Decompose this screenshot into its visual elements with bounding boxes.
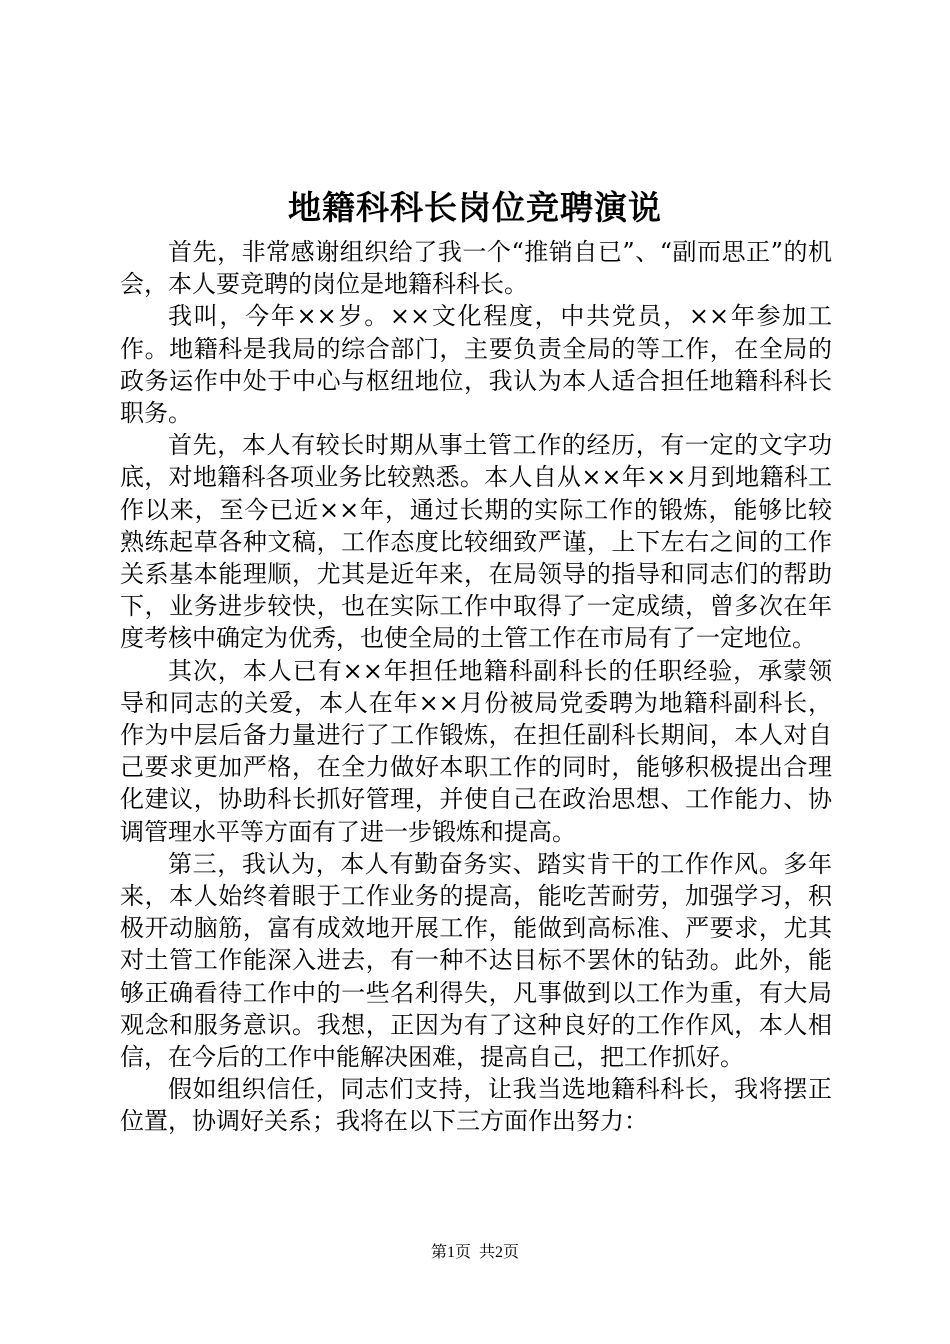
page-total: 共2页 (479, 1244, 520, 1261)
paragraph: 我叫，今年××岁。××文化程度，中共党员，××年参加工作。地籍科是我局的综合部门，主要负责全局的等工作，在全局的政务运作中处于中心与枢纽地位，我认为本人适合担任地籍科科长职务。 (120, 302, 832, 428)
document-title: 地籍科科长岗位竞聘演说 (288, 188, 662, 227)
paragraph: 第三，我认为，本人有勤奋务实、踏实肯干的工作作风。多年来，本人始终着眼于工作业务的提高，能吃苦耐劳，加强学习，积极开动脑筋，富有成效地开展工作，能做到高标准、严要求，尤其对土管工作能深入进去，有一种不达目标不罢休的钻劲。此外，能够正确看待工作中的一些名利得失，凡事做到以工作为重，有大局观念和服务意识。我想，正因为有了这种良好的工作作风，本人相信，在今后的工作中能解决困难，提高自己，把工作抓好。 (120, 849, 832, 1072)
paragraph: 假如组织信任，同志们支持，让我当选地籍科科长，我将摆正位置，协调好关系；我将在以下三方面作出努力： (120, 1075, 832, 1136)
paragraph: 首先，非常感谢组织给了我一个“推销自已”、“副而思正”的机会，本人要竞聘的岗位是地籍科科长。 (120, 238, 832, 299)
paragraph: 首先，本人有较长时期从事土管工作的经历，有一定的文字功底，对地籍科各项业务比较熟悉。本人自从××年××月到地籍科工作以来，至今已近××年，通过长期的实际工作的锻炼，能够比较熟练起草各种文稿，工作态度比较细致严谨，上下左右之间的工作关系基本能理顺，尤其是近年来，在局领导的指导和同志们的帮助下，业务进步较快，也在实际工作中取得了一定成绩，曾多次在年度考核中确定为优秀，也使全局的土管工作在市局有了一定地位。 (120, 431, 832, 653)
document-body (120, 236, 832, 1138)
page-footer (0, 1242, 950, 1264)
page-number: 第1页 (430, 1244, 471, 1261)
paragraph: 其次，本人已有××年担任地籍科副科长的任职经验，承蒙领导和同志的关爱，本人在年××月份被局党委聘为地籍科副科长，作为中层后备力量进行了工作锻炼，在担任副科长期间，本人对自己要求更加严格，在全力做好本职工作的同时，能够积极提出合理化建议，协助科长抓好管理，并使自己在政治思想、工作能力、协调管理水平等方面有了进一步锻炼和提高。 (120, 656, 832, 846)
